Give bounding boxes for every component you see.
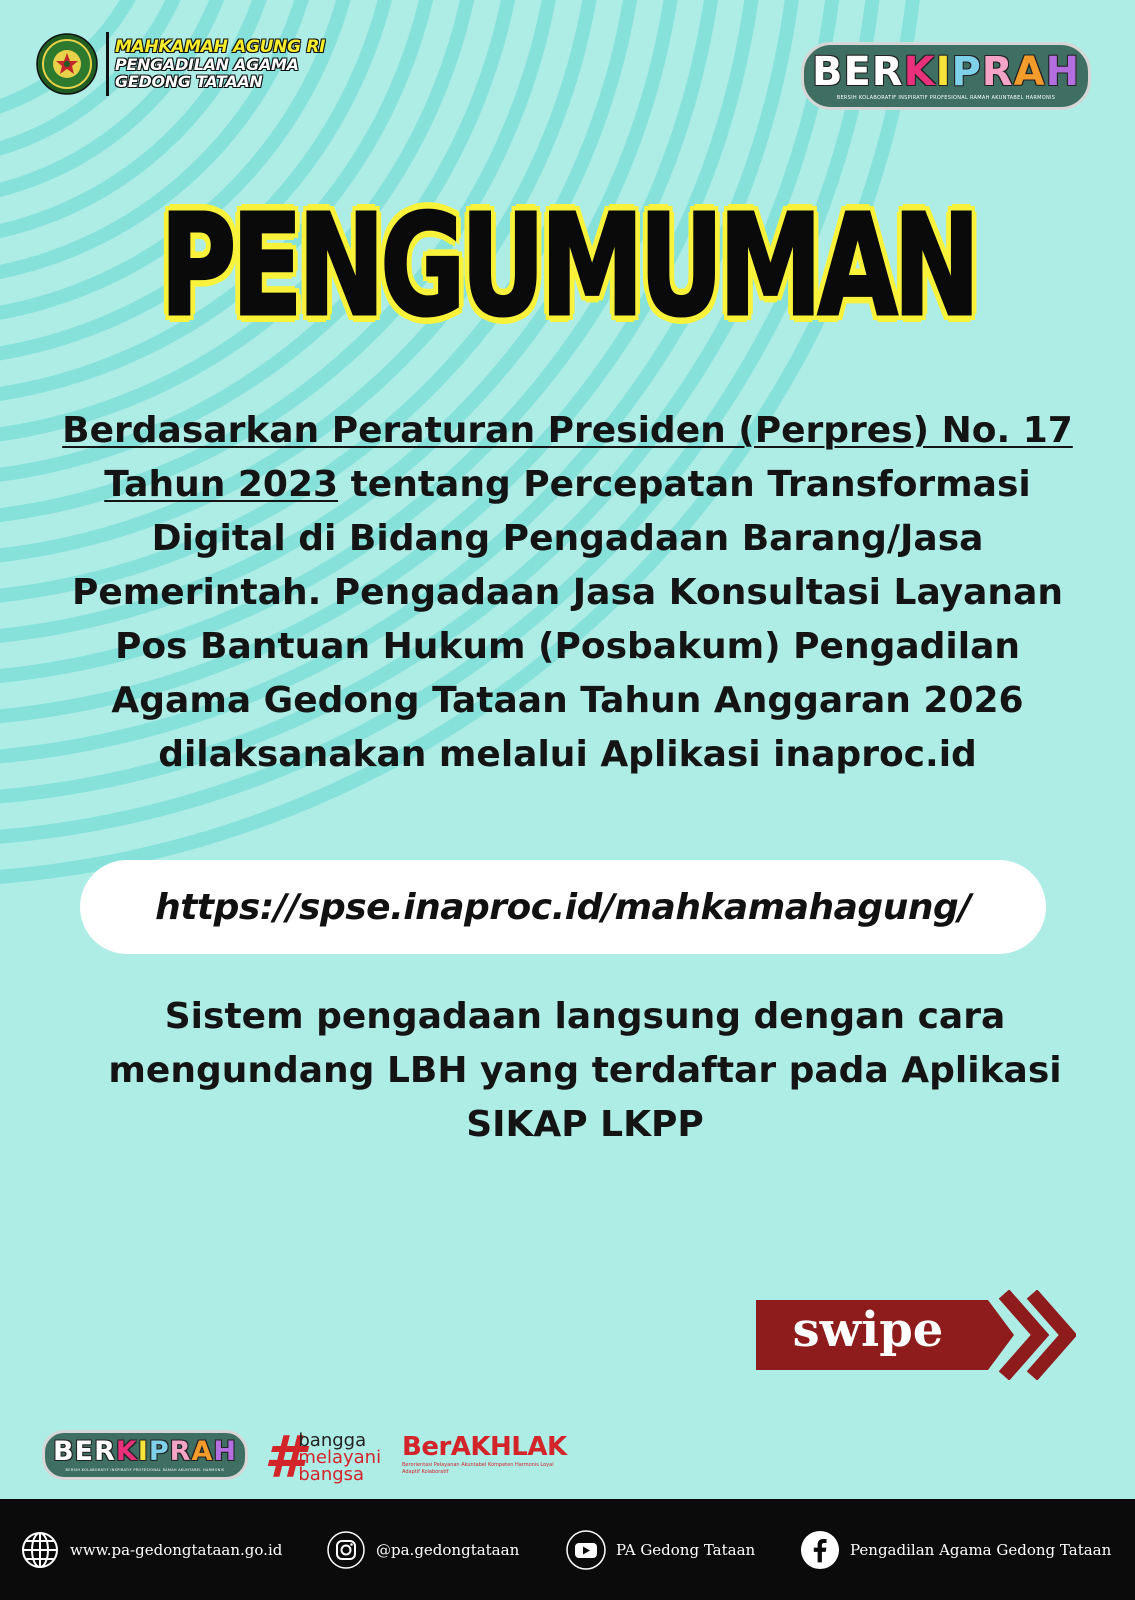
bangga-lines [298, 1429, 382, 1485]
footer-facebook[interactable] [800, 1499, 1111, 1600]
berkiprah-letter: I [137, 1436, 149, 1467]
globe-icon [20, 1530, 60, 1570]
footer-instagram[interactable] [326, 1499, 519, 1600]
header-line-1: MAHKAMAH AGUNG RI [115, 36, 326, 57]
bangga-hash: # [264, 1423, 305, 1491]
berakhlak-logo [402, 1432, 567, 1476]
bangga-melayani-bangsa-logo [264, 1423, 382, 1491]
procurement-url-pill[interactable] [80, 860, 1046, 954]
berkiprah-letter: E [843, 48, 872, 95]
bangga-line-1: bangga [298, 1429, 367, 1451]
berkiprah-letter: H [213, 1436, 237, 1467]
instagram-handle[interactable]: @pa.gedongtataan [376, 1540, 520, 1559]
bangga-line-3: bangsa [298, 1463, 365, 1485]
title-block [0, 185, 1135, 348]
berkiprah-letter: R [94, 1436, 116, 1467]
berkiprah-letter: B [53, 1436, 75, 1467]
berkiprah-letter: R [871, 48, 904, 95]
berkiprah-letter: R [169, 1436, 192, 1467]
header-line-2: PENGADILAN AGAMA [115, 54, 299, 74]
header-divider [106, 32, 109, 96]
facebook-page[interactable]: Pengadilan Agama Gedong Tataan [850, 1540, 1112, 1559]
berkiprah-tagline: BERSIH KOLABORATIF INSPIRATIF PROFESIONAL RAMAH AKUNTABEL HARMONIS [836, 94, 1056, 101]
page-title: PENGUMUMAN [159, 185, 976, 348]
berkiprah-letter: H [1045, 48, 1081, 95]
website-link[interactable]: www.pa-gedongtataan.go.id [70, 1540, 283, 1559]
berkiprah-letter: P [951, 48, 982, 95]
youtube-channel[interactable]: PA Gedong Tataan [616, 1540, 756, 1559]
footer-youtube[interactable] [566, 1499, 755, 1600]
berkiprah-letter: A [1013, 48, 1046, 95]
youtube-icon [566, 1530, 606, 1570]
facebook-icon [800, 1530, 840, 1570]
procurement-url[interactable]: https://spse.inaproc.id/mahkamahagung/ [155, 886, 971, 928]
berkiprah-badge-bottom [42, 1430, 248, 1480]
announcement-paragraph [40, 404, 1095, 782]
berkiprah-tagline-small: BERSIH KOLABORATIF INSPIRATIF PROFESIONAL RAMAH AKUNTABEL HARMONIS [65, 1468, 225, 1472]
institution-name [115, 36, 326, 91]
berkiprah-letter: K [903, 48, 936, 95]
berkiprah-wordmark-small [53, 1438, 237, 1465]
berkiprah-letter: B [811, 48, 844, 95]
berkiprah-badge-top [801, 42, 1091, 110]
berkiprah-letter: R [981, 48, 1014, 95]
procurement-method-paragraph: Sistem pengadaan langsung dengan cara mengundang LBH yang terdaftar pada Aplikasi SIKAP LKPP [108, 996, 1062, 1145]
berkiprah-letter: P [148, 1436, 170, 1467]
berkiprah-letter: K [115, 1436, 138, 1467]
berkiprah-letter: E [74, 1436, 95, 1467]
instagram-icon [326, 1530, 366, 1570]
berkiprah-letter: I [935, 48, 952, 95]
institution-header [36, 32, 325, 96]
bangga-line-2: melayani [298, 1446, 382, 1468]
footer-website[interactable] [20, 1499, 282, 1600]
announcement-text: tentang Percepatan Transformasi Digital di Bidang Pengadaan Barang/Jasa Pemerintah. Pengadaan Jasa Konsultasi Layanan Pos Bantuan Hukum (Posbakum) Pengadilan Agama Gedong Tataan Tahun Anggaran 2026 dilaksanakan melalui Aplikasi inaproc.id [71, 464, 1063, 775]
swipe-label[interactable]: swipe [792, 1302, 944, 1358]
berakhlak-title: BerAKHLAK [402, 1432, 567, 1462]
berakhlak-subtitle: Berorientasi Pelayanan Akuntabel Kompeten Harmonis Loyal Adaptif Kolaboratif [402, 1462, 554, 1475]
footer-bar [0, 1499, 1135, 1600]
regulation-reference: Berdasarkan Peraturan Presiden (Perpres) No. 17 Tahun 2023 [62, 410, 1073, 505]
berkiprah-letter: A [191, 1436, 214, 1467]
mahkamah-agung-seal-icon [36, 33, 98, 95]
header-line-3: GEDONG TATAAN [115, 71, 263, 91]
berkiprah-wordmark [811, 48, 1081, 95]
